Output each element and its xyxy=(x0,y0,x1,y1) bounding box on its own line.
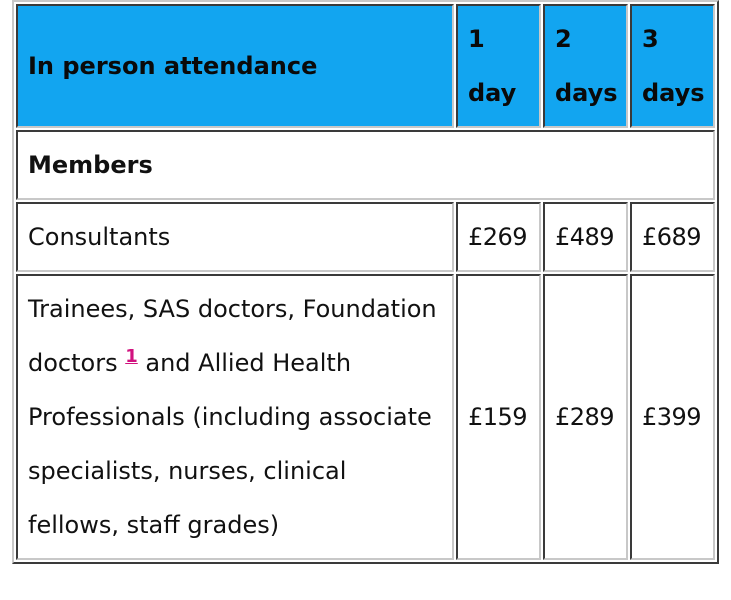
header-day-unit: day xyxy=(468,79,517,107)
header-day-unit: days xyxy=(642,79,705,107)
category-label: Consultants xyxy=(16,202,454,272)
price-2-days: £289 xyxy=(543,274,628,560)
header-3-days xyxy=(630,4,715,128)
header-1-day xyxy=(456,4,541,128)
header-day-number: 1 xyxy=(468,25,485,53)
section-label: Members xyxy=(16,130,715,200)
header-day-number: 3 xyxy=(642,25,659,53)
category-label xyxy=(16,274,454,560)
attendance-pricing-table xyxy=(12,0,719,564)
footnote-link[interactable]: 1 xyxy=(125,346,138,367)
pricing-table-container xyxy=(12,0,719,564)
header-title: In person attendance xyxy=(16,4,454,128)
header-2-days xyxy=(543,4,628,128)
price-3-days: £689 xyxy=(630,202,715,272)
category-text-after: and Allied Health Professionals (including associate specialists, nurses, clinical fellows, staff grades) xyxy=(28,349,432,539)
price-1-day: £159 xyxy=(456,274,541,560)
section-row-members xyxy=(16,130,715,200)
price-2-days: £489 xyxy=(543,202,628,272)
price-3-days: £399 xyxy=(630,274,715,560)
table-row xyxy=(16,202,715,272)
category-text-before: Trainees, SAS doctors, Foundation doctors xyxy=(28,295,437,377)
header-day-number: 2 xyxy=(555,25,572,53)
table-row xyxy=(16,274,715,560)
table-header-row xyxy=(16,4,715,128)
header-day-unit: days xyxy=(555,79,618,107)
price-1-day: £269 xyxy=(456,202,541,272)
